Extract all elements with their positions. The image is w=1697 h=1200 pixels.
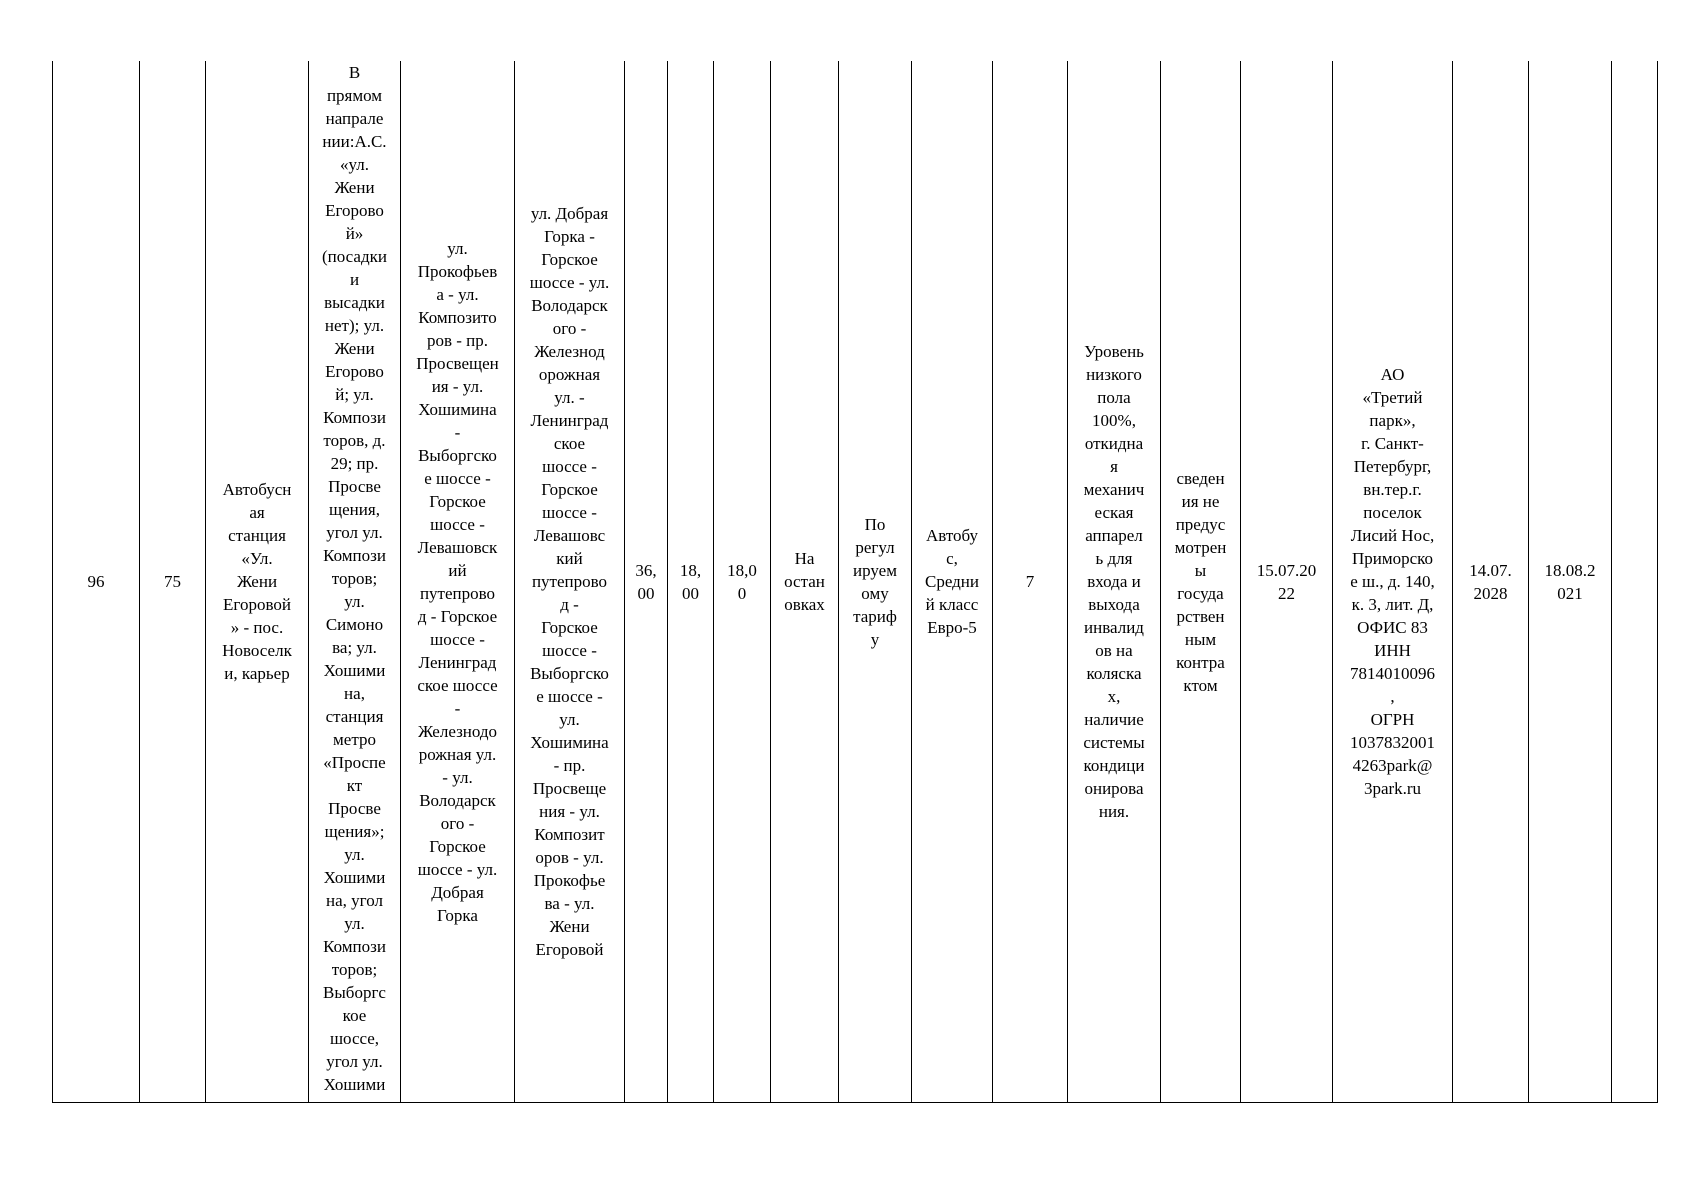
cell-path-reverse: ул. Добрая Горка - Горское шоссе - ул. Володарск ого - Железнод орожная ул. - Ленинград ское шоссе - Горское шоссе - Левашовс кий путепрово д - Горское шоссе - Выборгско е шоссе - ул. Хошимина - пр. Просвеще ния - ул. Композит оров - ул. Прокофье ва - ул. Жени Егоровой [515,61,625,1103]
cell-length-reverse: 18,0 0 [714,61,771,1103]
cell-extra [1612,61,1658,1103]
cell-end-date: 14.07. 2028 [1453,61,1529,1103]
cell-start-date: 15.07.20 22 [1241,61,1333,1103]
cell-registry-number: 96 [53,61,140,1103]
cell-route-length: 36, 00 [625,61,668,1103]
cell-vehicle-type: Автобу с, Средни й класс Евро-5 [912,61,993,1103]
route-registry-table [52,61,1658,1103]
cell-tariff-type: По регул ируем ому тариф у [839,61,912,1103]
cell-contract-info: сведен ия не предус мотрен ы госуда рствен ным контра ктом [1161,61,1241,1103]
cell-boarding-procedure: На остан овках [771,61,839,1103]
cell-route-name: Автобусн ая станция «Ул. Жени Егоровой » - пос. Новоселк и, карьер [206,61,309,1103]
cell-route-number: 75 [140,61,206,1103]
cell-path-forward: ул. Прокофьев а - ул. Композито ров - пр. Просвещен ия - ул. Хошимина - Выборгско е шоссе - Горское шоссе - Левашовск ий путепрово д - Горское шоссе - Ленинград ское шоссе - Железнодо рожная ул. - ул. Володарск ого - Горское шоссе - ул. Добрая Горка [401,61,515,1103]
cell-carrier-info: АО «Третий парк», г. Санкт- Петербург, вн.тер.г. поселок Лисий Нос, Приморско е ш., д. 140, к. 3, лит. Д, ОФИС 83 ИНН 7814010096 , ОГРН 1037832001 4263park@ 3park.ru [1333,61,1453,1103]
cell-length-forward: 18, 00 [668,61,714,1103]
cell-vehicle-count: 7 [993,61,1068,1103]
table-row [53,61,1658,1103]
cell-stops-list: В прямом напрале нии:А.С. «ул. Жени Егорово й» (посадки и высадки нет); ул. Жени Егорово й; ул. Компози торов, д. 29; пр. Просве щения, угол ул. Компози торов; ул. Симоно ва; ул. Хошими на, станция метро «Проспе кт Просве щения»; ул. Хошими на, угол ул. Компози торов; Выборгс кое шоссе, угол ул. Хошими [309,61,401,1103]
cell-vehicle-features: Уровень низкого пола 100%, откидна я механич еская аппарел ь для входа и выхода инвалид ов на коляска х, наличие системы кондици онирова ния. [1068,61,1161,1103]
cell-registry-date: 18.08.2 021 [1529,61,1612,1103]
